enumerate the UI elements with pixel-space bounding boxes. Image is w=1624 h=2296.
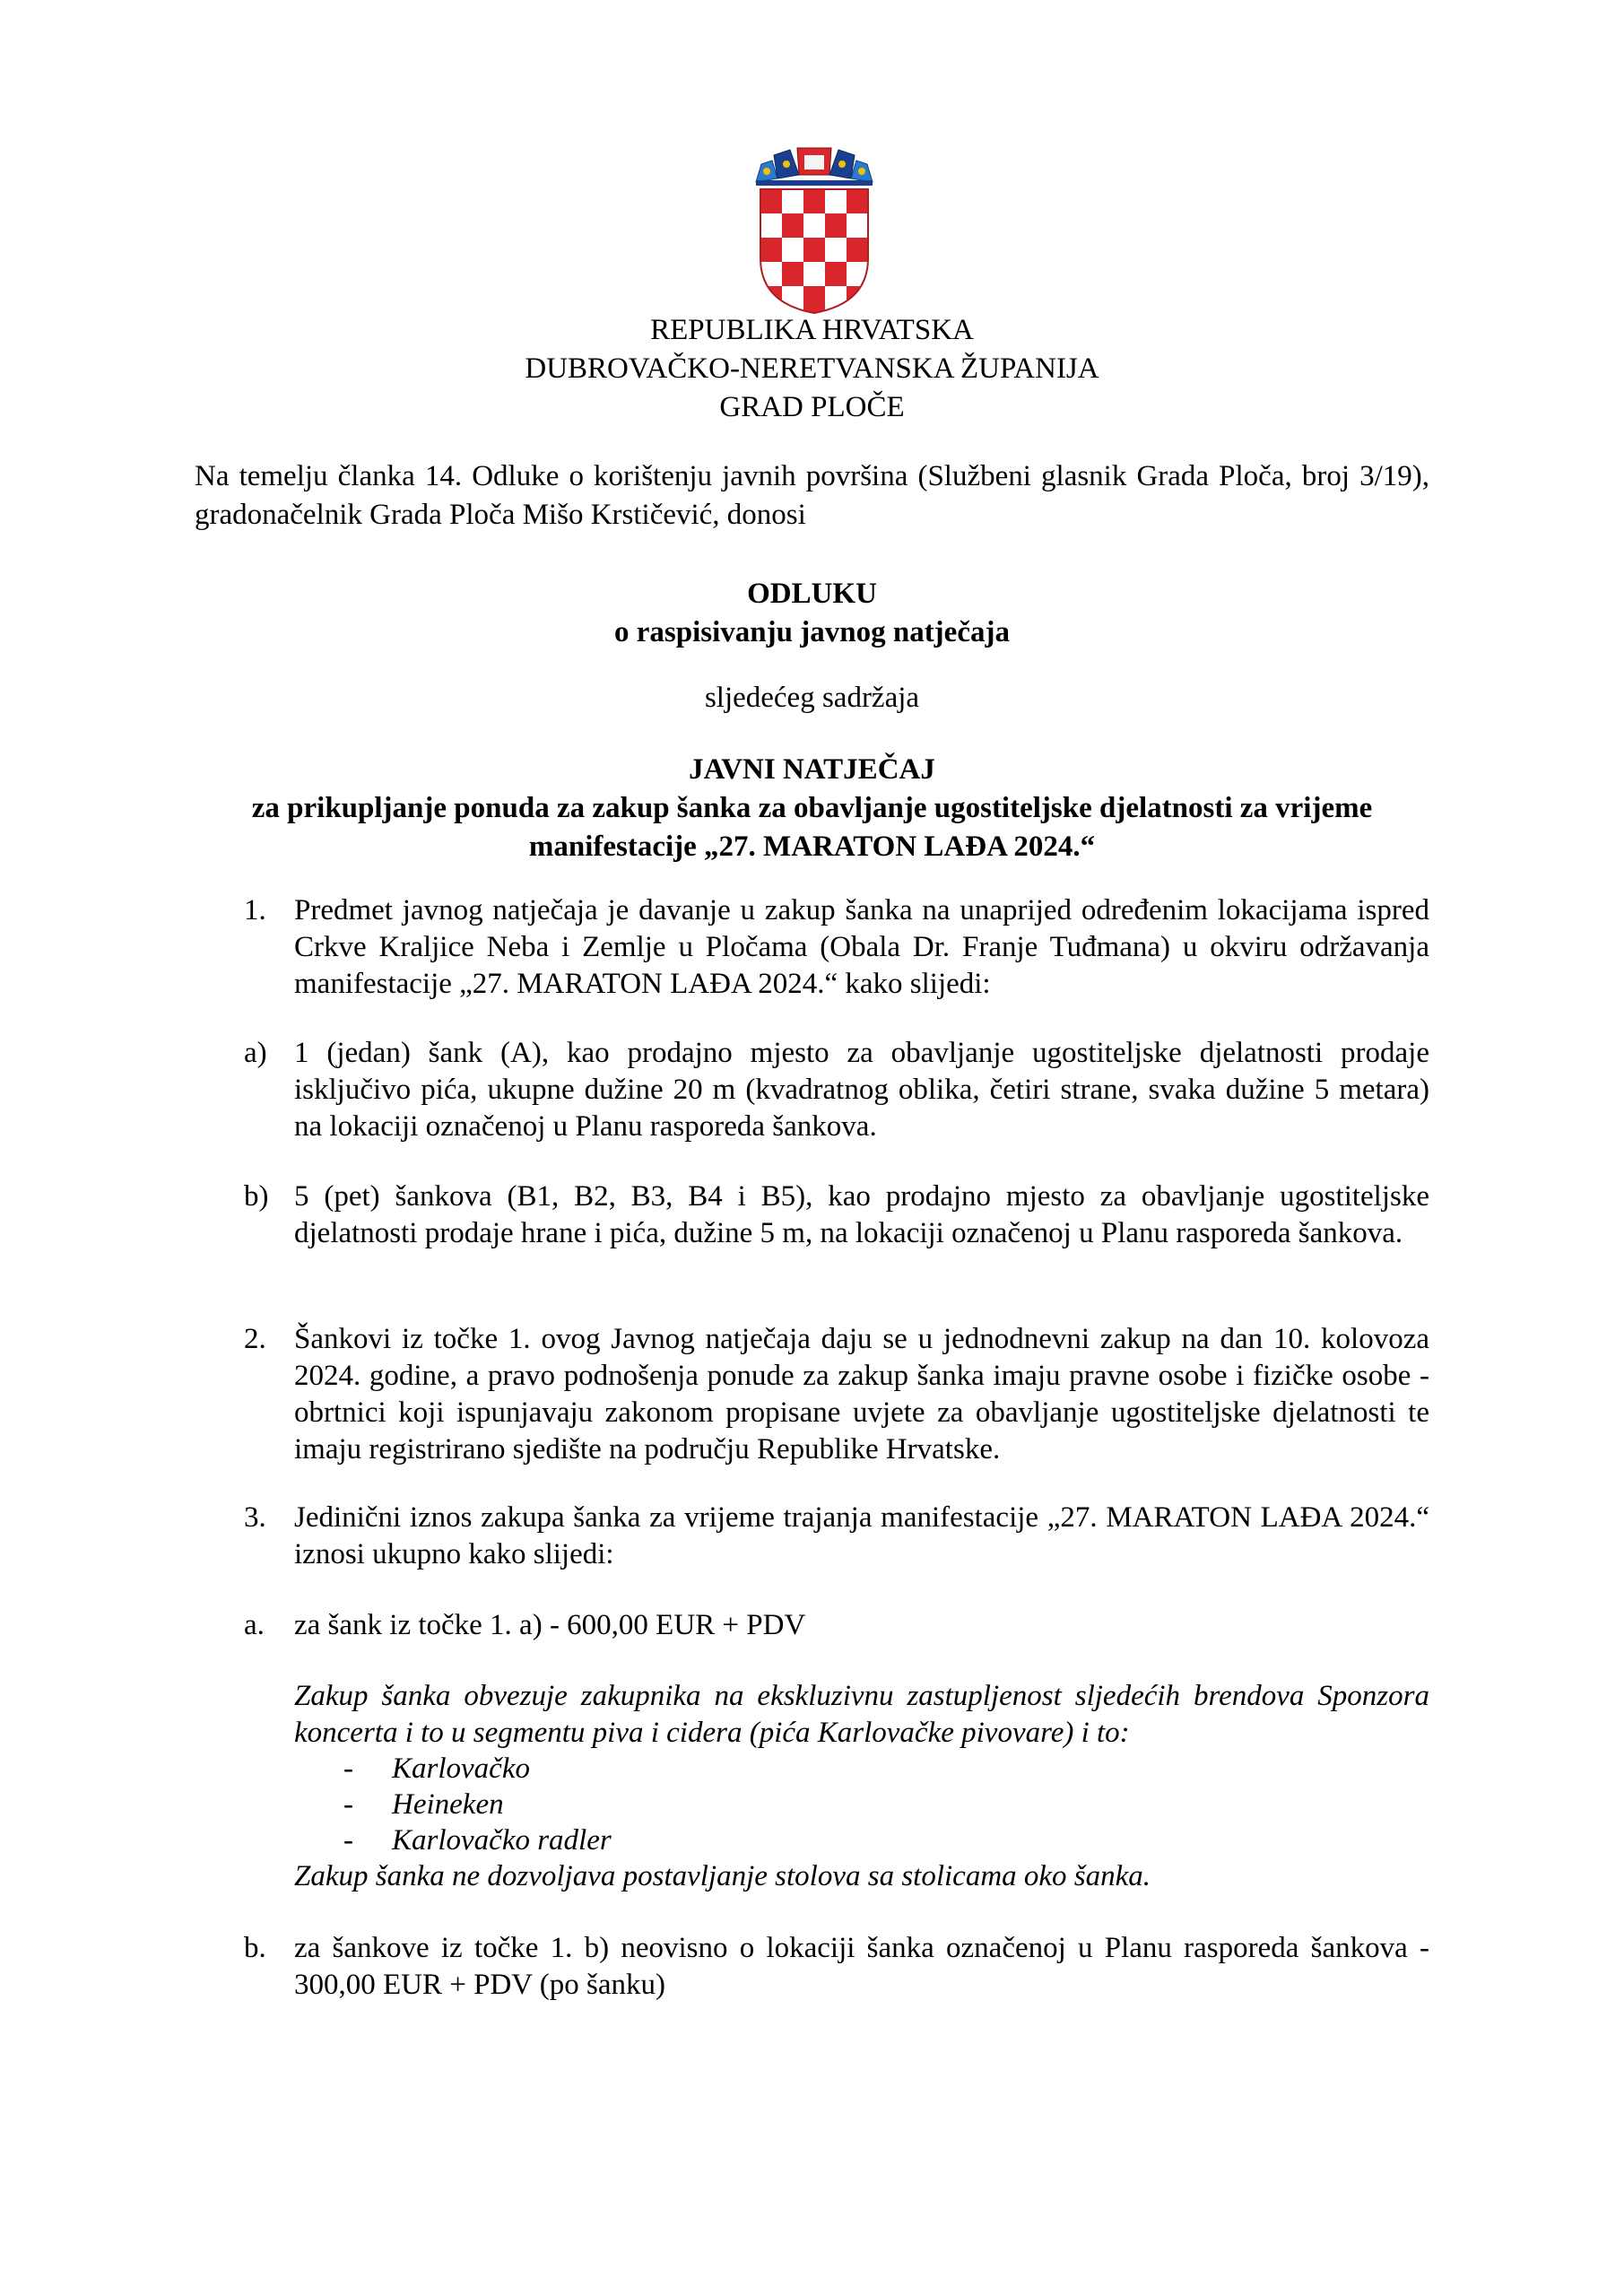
coat-of-arms-logo — [752, 146, 876, 315]
item-3-number: 3. — [244, 1501, 266, 1534]
price-a-text: za šank iz točke 1. a) - 600,00 EUR + PDV — [294, 1609, 806, 1641]
decision-title: ODLUKU — [747, 578, 877, 610]
tender-subtitle-line1: za prikupljanje ponuda za zakup šanka za obavljanje ugostiteljske djelatnosti za vrijeme — [251, 792, 1373, 824]
tender-title: JAVNI NATJEČAJ — [689, 753, 935, 786]
item-a-text: 1 (jedan) šank (A), kao prodajno mjesto za obavljanje ugostiteljske djelatnosti prodaje isključivo pića, ukupne dužine 20 m (kvadratnog oblika, četiri strane, svaka dužine 5 metara) na lokaciji označenoj u Planu rasporeda šankova. — [294, 1037, 1429, 1143]
content-note: sljedećeg sadržaja — [704, 682, 920, 714]
header-republic: REPUBLIKA HRVATSKA — [650, 314, 974, 346]
brand-item: Karlovačko — [392, 1752, 530, 1785]
brand-item: Karlovačko radler — [392, 1824, 612, 1857]
price-a-number: a. — [244, 1609, 265, 1641]
price-b-text: za šankove iz točke 1. b) neovisno o lokaciji šanka označenoj u Planu rasporeda šankova - 300,00 EUR + PDV (po šanku) — [294, 1932, 1429, 2001]
header-county: DUBROVAČKO-NERETVANSKA ŽUPANIJA — [525, 352, 1099, 385]
item-3-text: Jedinični iznos zakupa šanka za vrijeme trajanja manifestacije „27. MARATON LAĐA 2024.“ iznosi ukupno kako slijedi: — [294, 1501, 1429, 1570]
item-b-text: 5 (pet) šankova (B1, B2, B3, B4 i B5), kao prodajno mjesto za obavljanje ugostiteljske djelatnosti prodaje hrane i pića, dužine 5 m, na lokaciji označenoj u Planu rasporeda šankova. — [294, 1180, 1429, 1249]
item-1-number: 1. — [244, 894, 266, 926]
intro-paragraph: Na temelju članka 14. Odluke o korištenju javnih površina (Službeni glasnik Grada Ploča, broj 3/19), gradonačelnik Grada Ploča Mišo Krstičević, donosi — [195, 460, 1429, 531]
item-2-text: Šankovi iz točke 1. ovog Javnog natječaja daju se u jednodnevni zakup na dan 10. kolovoza 2024. godine, a pravo podnošenja ponude za zakup šanka imaju pravne osobe i fizičke osobe - obrtnici koji ispunjavaju zakonom propisane uvjete za obavljanje ugostiteljske djelatnosti te imaju registrirano sjedište na području Republike Hrvatske. — [294, 1323, 1429, 1465]
price-b-number: b. — [244, 1932, 266, 1964]
item-1-text: Predmet javnog natječaja je davanje u zakup šanka na unaprijed određenim lokacijama ispred Crkve Kraljice Neba i Zemlje u Pločama (Obala Dr. Franje Tuđmana) u okviru održavanja manifestacije „27. MARATON LAĐA 2024.“ kako slijedi: — [294, 894, 1429, 1000]
decision-subtitle: o raspisivanju javnog natječaja — [614, 616, 1010, 648]
crown-icon — [756, 148, 873, 186]
checkerboard-shield — [760, 189, 868, 315]
price-a-note: Zakup šanka obvezuje zakupnika na ekskluzivnu zastupljenost sljedećih brendova Sponzora koncerta i to u segmentu piva i cidera (pića Karlovačke pivovare) i to: — [294, 1680, 1429, 1749]
brand-dash: - — [343, 1788, 353, 1821]
brand-item: Heineken — [392, 1788, 504, 1821]
header-city: GRAD PLOČE — [719, 391, 905, 423]
tender-subtitle-line2: manifestacije „27. MARATON LAĐA 2024.“ — [528, 831, 1096, 863]
item-a-number: a) — [244, 1037, 267, 1069]
item-2-number: 2. — [244, 1323, 266, 1355]
brand-dash: - — [343, 1824, 353, 1857]
price-a-note-2: Zakup šanka ne dozvoljava postavljanje stolova sa stolicama oko šanka. — [294, 1860, 1151, 1892]
brand-dash: - — [343, 1752, 353, 1785]
item-b-number: b) — [244, 1180, 269, 1213]
